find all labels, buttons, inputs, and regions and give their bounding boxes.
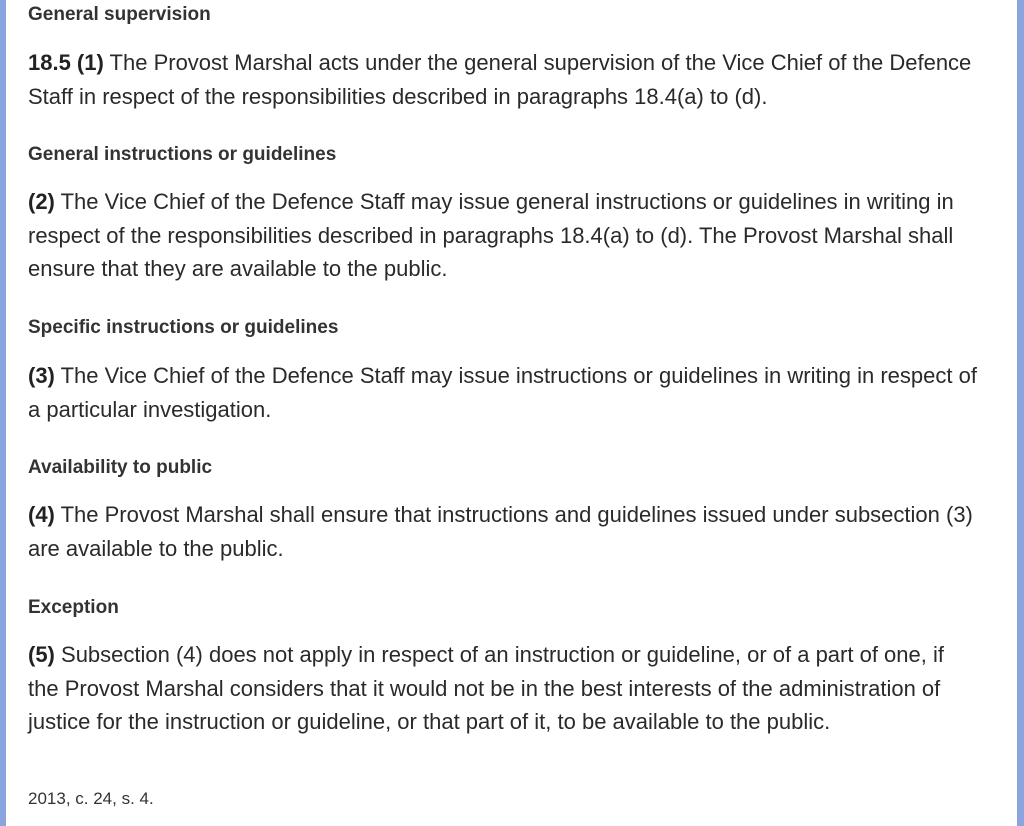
- paragraph-2: [28, 185, 978, 286]
- paragraph-number: (2): [28, 189, 55, 214]
- legislative-citation: 2013, c. 24, s. 4.: [28, 789, 154, 808]
- paragraph-number: (3): [28, 363, 55, 388]
- paragraph-3: [28, 359, 978, 426]
- paragraph-18-5-1: [28, 46, 978, 113]
- section-heading-general-instructions: General instructions or guidelines: [28, 144, 337, 165]
- left-border: [0, 0, 6, 826]
- paragraph-number: 18.5 (1): [28, 50, 104, 75]
- section-heading-exception: Exception: [28, 597, 119, 618]
- paragraph-text: The Provost Marshal shall ensure that instructions and guidelines issued under subsection (3) are available to the public.: [28, 502, 973, 561]
- paragraph-number: (5): [28, 642, 55, 667]
- section-heading-availability: Availability to public: [28, 457, 213, 478]
- paragraph-text: The Provost Marshal acts under the general supervision of the Vice Chief of the Defence Staff in respect of the responsibilities described in paragraphs 18.4(a) to (d).: [28, 50, 972, 109]
- paragraph-4: [28, 498, 978, 565]
- section-heading-specific-instructions: Specific instructions or guidelines: [28, 317, 339, 338]
- paragraph-number: (4): [28, 502, 55, 527]
- right-border: [1017, 0, 1024, 826]
- paragraph-text: The Vice Chief of the Defence Staff may issue instructions or guidelines in writing in respect of a particular investigation.: [28, 363, 977, 422]
- paragraph-text: Subsection (4) does not apply in respect of an instruction or guideline, or of a part of one, if the Provost Marshal considers that it would not be in the best interests of the administration of justice for the instruction or guideline, or that part of it, to be available to the public.: [28, 642, 944, 734]
- paragraph-text: The Vice Chief of the Defence Staff may issue general instructions or guidelines in writing in respect of the responsibilities described in paragraphs 18.4(a) to (d). The Provost Marshal shall ensure that they are available to the public.: [28, 189, 954, 281]
- section-heading-general-supervision: General supervision: [28, 4, 211, 25]
- paragraph-5: [28, 638, 978, 739]
